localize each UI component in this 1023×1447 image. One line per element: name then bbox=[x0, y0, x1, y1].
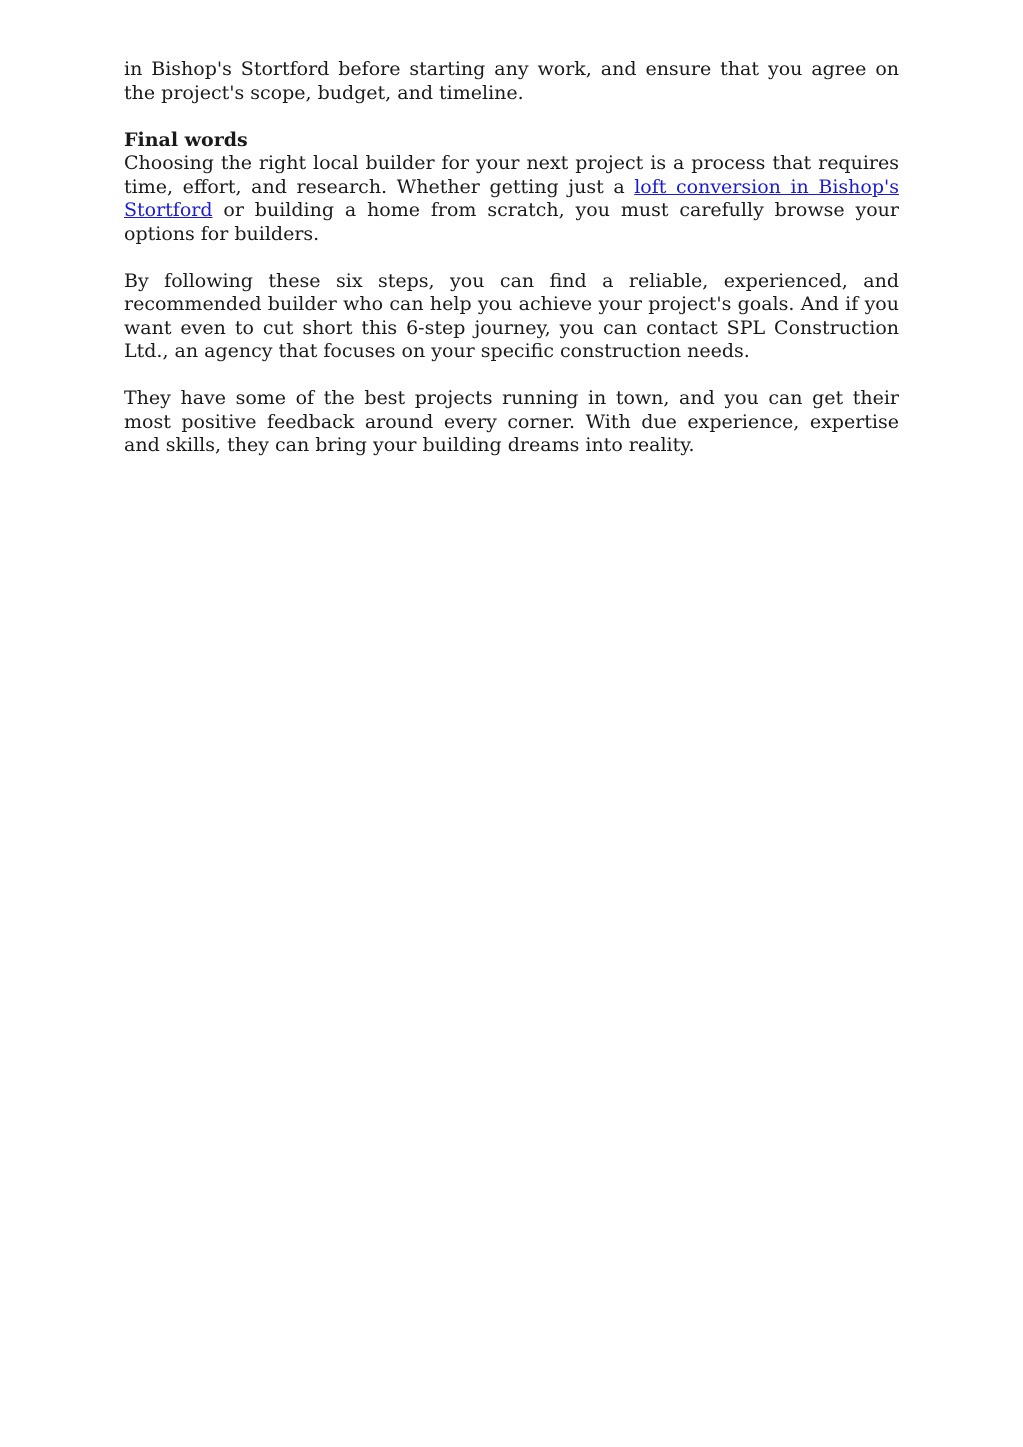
paragraph-text: or building a home from scratch, you must carefully browse your options for builders. bbox=[124, 199, 899, 245]
paragraph-final-words-1 bbox=[124, 152, 899, 246]
section-heading: Final words bbox=[124, 128, 248, 151]
paragraph-final-words-3: They have some of the best projects running in town, and you can get their most positive feedback around every corner. With due experience, expertise and skills, they can bring your building dreams into reality. bbox=[124, 387, 899, 456]
document-page bbox=[124, 58, 899, 458]
intro-paragraph: in Bishop's Stortford before starting any work, and ensure that you agree on the project's scope, budget, and timeline. bbox=[124, 58, 899, 104]
loft-conversion-link[interactable]: loft conversion in Bishop's Stortford bbox=[124, 175, 899, 221]
paragraph-text: Choosing the right local builder for your next project is a process that requires time, effort, and research. Whether getting just a bbox=[124, 152, 899, 198]
paragraph-final-words-2: By following these six steps, you can find a reliable, experienced, and recommended builder who can help you achieve your project's goals. And if you want even to cut short this 6-step journey, you can contact SPL Construction Ltd., an agency that focuses on your specific construction needs. bbox=[124, 269, 899, 362]
